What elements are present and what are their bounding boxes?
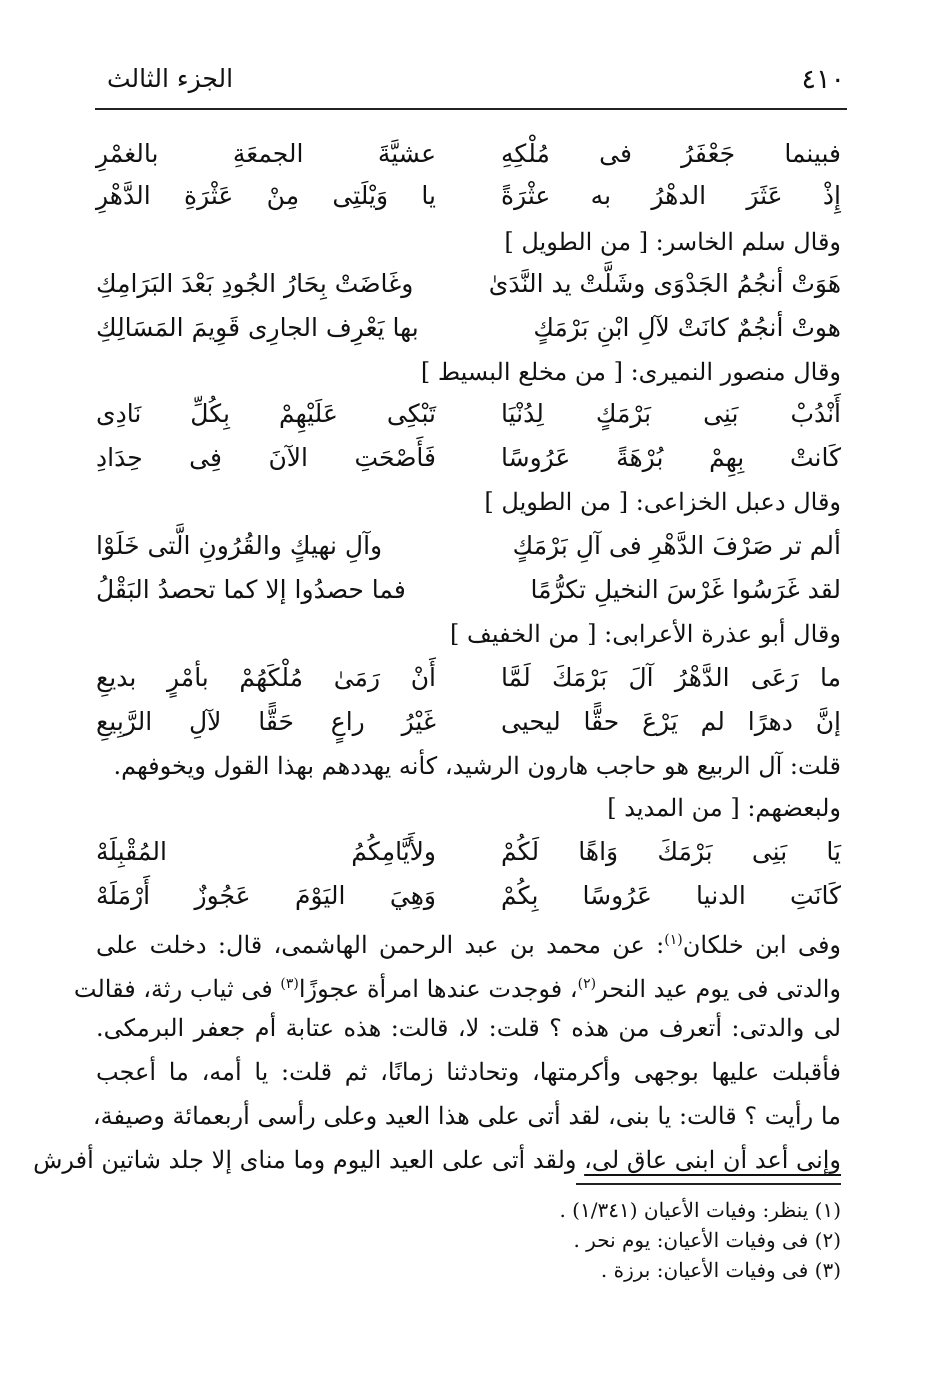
verse-first-hemistich: ما رَعَى الدَّهْرُ آلَ بَرْمَكَ لَمَّا <box>501 663 841 692</box>
verse-line <box>96 438 841 478</box>
verse-second-hemistich: عشيَّةَ الجمعَةِ بالغمْرِ <box>96 139 436 168</box>
verse-second-hemistich: أَنْ رَمَىٰ مُلْكَهُمْ بأمْرٍ بديعِ <box>96 663 436 692</box>
prose-line: فأقبلت عليها بوجهى وأكرمتها، وتحادثنا زمانًا، ثم قلت: يا أمه، ما أعجب <box>96 1058 841 1086</box>
verse-first-hemistich: ألم تر صَرْفَ الدَّهْرِ فى آلِ بَرْمَكٍ <box>512 531 841 560</box>
prose-line: ما رأيت ؟ قالت: يا بنى، لقد أتى على هذا العيد وعلى رأسى أربعمائة وصيفة، <box>92 1102 841 1130</box>
verse-line <box>96 526 841 566</box>
verse-second-hemistich: وآلِ نهيكٍ والقُرُونِ الَّتى خَلَوْا <box>96 531 383 560</box>
verse-line <box>96 832 841 872</box>
verse-second-hemistich: يا وَيْلَتِى مِنْ عَثْرَةِ الدَّهْرِ <box>96 181 436 210</box>
commentary-note: قلت: آل الربيع هو حاجب هارون الرشيد، كأنه يهددهم بهذا القول ويخوفهم. <box>113 752 841 780</box>
verse-line <box>96 394 841 434</box>
verse-second-hemistich: فما حصدُوا إلا كما تحصدُ البَقْلُ <box>96 575 406 604</box>
verse-second-hemistich: تَبْكِى عَلَيْهِمْ بِكُلِّ نَادِى <box>96 399 436 428</box>
footnote-rule <box>576 1183 841 1185</box>
verse-second-hemistich: ولأَيَّامِكُمُ المُقْبِلَهْ <box>96 837 436 866</box>
footnote: (٣) فى وفيات الأعيان: برزة . <box>600 1258 841 1282</box>
prose-line <box>33 1140 841 1180</box>
prose-text: ، فوجدت عندها امرأة عجوزًا <box>298 975 578 1003</box>
verse-second-hemistich: غَيْرُ راعٍ حَقًّا لآلِ الرَّبِيعِ <box>96 707 436 736</box>
footnote: (١) ينظر: وفيات الأعيان (١/٣٤١) . <box>559 1198 841 1222</box>
underlined-phrase: وإنى أعد أن ابنى عاق لى، <box>584 1146 841 1174</box>
prose-line: لى والدتى: أتعرف من هذه ؟ قلت: لا، قالت: هذه عتابة أم جعفر البرمكى. <box>96 1014 841 1042</box>
prose-text: : عن محمد بن عبد الرحمن الهاشمى، قال: دخلت على <box>96 931 665 959</box>
verse-first-hemistich: كَانتْ بِهِمْ بُرْهَةً عَرُوسًا <box>501 443 841 472</box>
footnote-ref[interactable]: (١) <box>664 932 683 948</box>
page-header <box>95 58 845 100</box>
verse-second-hemistich: بها يَعْرِف الجارِى قَوِيمَ المَسَالِكِ <box>96 313 419 342</box>
page-number: ٤١٠ <box>801 64 845 95</box>
header-rule <box>95 108 847 110</box>
verse-line <box>96 264 841 304</box>
verse-first-hemistich: إِذْ عَثَرَ الدهْرُ به عثْرَةً <box>501 181 841 210</box>
prose-text: فى ثياب رثة، فقالت <box>73 975 281 1003</box>
verse-first-hemistich: فبينما جَعْفَرُ فى مُلْكِهِ <box>501 139 841 168</box>
verse-line <box>96 658 841 698</box>
verse-line <box>96 876 841 916</box>
volume-title: الجزء الثالث <box>107 64 234 93</box>
verse-line <box>96 308 841 348</box>
verse-second-hemistich: وَهِيَ اليَوْمَ عَجُوزٌ أَرْمَلَهْ <box>96 881 436 910</box>
verse-line <box>96 570 841 610</box>
footnote-ref[interactable]: (٢) <box>577 976 597 992</box>
verse-first-hemistich: إنَّ دهرًا لم يَرْعَ حقًّا ليحيى <box>501 707 841 736</box>
prose-text: وفى ابن خلكان <box>682 931 842 959</box>
poem-intro: وقال أبو عذرة الأعرابى: [ من الخفيف ] <box>450 620 841 648</box>
verse-first-hemistich: يَا بَنِى بَرْمَكَ وَاهًا لَكُمْ <box>501 837 841 866</box>
verse-first-hemistich: أَنْدُبْ بَنِى بَرْمَكٍ لِدُنْيَا <box>501 399 841 428</box>
poem-intro: وقال سلم الخاسر: [ من الطويل ] <box>504 228 841 256</box>
prose-line <box>96 920 841 960</box>
prose-text: والدتى فى يوم عيد النحر <box>596 975 841 1003</box>
verse-first-hemistich: هَوَتْ أنجُمُ الجَدْوَى وشَلَّتْ يد النَّدَىٰ <box>488 269 841 298</box>
verse-line <box>96 702 841 742</box>
verse-line <box>96 176 841 216</box>
footnote: (٢) فى وفيات الأعيان: يوم نحر . <box>573 1228 841 1252</box>
verse-first-hemistich: كَانَتِ الدنيا عَرُوسًا بِكُمْ <box>501 881 841 910</box>
verse-first-hemistich: هوتْ أنجُمٌ كانَتْ لآلِ ابْنِ بَرْمَكٍ <box>533 313 841 342</box>
verse-first-hemistich: لقد غَرَسُوا غَرْسَ النخيلِ تكرُّمًا <box>530 575 841 604</box>
verse-second-hemistich: فَأَصْحَتِ الآنَ فِى حِدَادِ <box>96 443 436 472</box>
poem-intro: ولبعضهم: [ من المديد ] <box>607 794 841 822</box>
poem-intro: وقال دعبل الخزاعى: [ من الطويل ] <box>484 488 841 516</box>
poem-intro: وقال منصور النميرى: [ من مخلع البسيط ] <box>420 358 841 386</box>
prose-line <box>73 964 841 1004</box>
footnote-ref[interactable]: (٣) <box>280 976 299 992</box>
verse-second-hemistich: وغَاضَتْ بِحَارُ الجُودِ بَعْدَ البَرَامِكِ <box>96 269 414 298</box>
prose-text: ولقد أتى على العيد اليوم وما منای إلا جلد شاتين أفرش <box>33 1146 585 1174</box>
verse-line <box>96 134 841 174</box>
